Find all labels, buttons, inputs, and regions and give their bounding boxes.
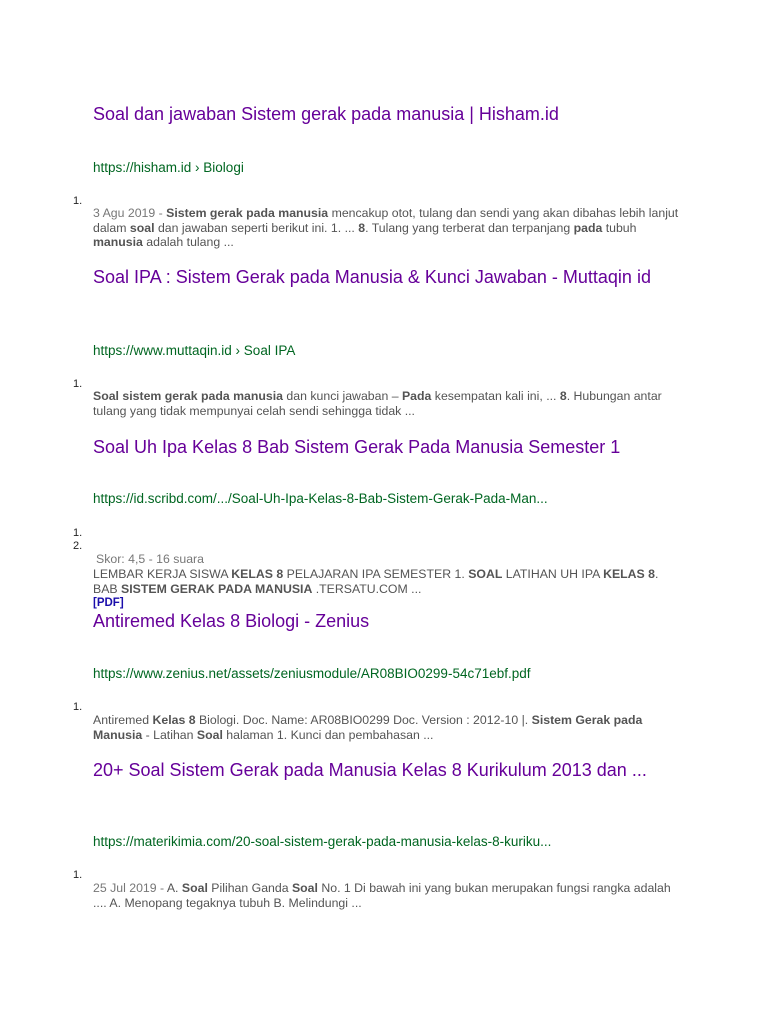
snippet-keyword: 8 [358, 220, 366, 235]
result-1-snippet-text [93, 206, 678, 249]
snippet-text-part: kesempatan kali ini, ... [431, 389, 560, 403]
result-3-title-link[interactable]: Soal Uh Ipa Kelas 8 Bab Sistem Gerak Pada Manusia Semester 1 [93, 437, 621, 457]
snippet-text-part: halaman 1. Kunci dan pembahasan ... [222, 727, 434, 742]
snippet-keyword: Soal [196, 727, 223, 742]
result-3-url[interactable]: https://id.scribd.com/.../Soal-Uh-Ipa-Kelas-8-Bab-Sistem-Gerak-Pada-Man... [93, 491, 548, 506]
result-1-url[interactable]: https://hisham.id › Biologi [93, 160, 244, 175]
snippet-keyword: KELAS 8 [603, 567, 655, 581]
snippet-text-part: Biologi. Doc. Name: AR08BIO0299 Doc. Version : 2012-10 |. [195, 713, 532, 727]
result-4-snippet-text [93, 713, 642, 742]
result-5-snippet-text [93, 881, 671, 910]
result-2-snippet-text [93, 389, 662, 418]
snippet-keyword: soal [129, 220, 155, 235]
result-3-snippet-text [93, 567, 658, 596]
pdf-tag: [PDF] [93, 597, 124, 609]
snippet-text-part: .TERSATU.COM ... [312, 581, 422, 596]
snippet-text-part: dan kunci jawaban – [283, 389, 402, 403]
result-2-url[interactable]: https://www.muttaqin.id › Soal IPA [93, 343, 296, 358]
result-2-list-number: 1. [73, 378, 83, 390]
result-4-snippet [93, 713, 683, 742]
snippet-text-part: dan jawaban seperti berikut ini. 1. ... [154, 220, 359, 235]
snippet-text-part: tubuh [602, 220, 637, 235]
result-5-list-number: 1. [73, 869, 83, 881]
snippet-text-part: . Tulang yang terberat dan terpanjang [365, 220, 574, 235]
snippet-text-part: Antiremed [93, 713, 153, 727]
result-3-list-number-2: 2. [73, 540, 83, 552]
snippet-text-part: . BAB [93, 567, 659, 596]
result-1-date: 3 Agu 2019 - [93, 206, 167, 220]
snippet-keyword: Soal [181, 881, 208, 895]
result-1-snippet [93, 206, 683, 250]
snippet-keyword: SISTEM GERAK PADA MANUSIA [121, 581, 313, 596]
snippet-keyword: manusia [93, 235, 143, 250]
snippet-keyword: SOAL [468, 567, 503, 581]
snippet-text-part: No. 1 Di bawah ini yang bukan merupakan fungsi rangka adalah .... A. Menopang tegaknya tubuh B. Melindungi ... [93, 881, 671, 910]
result-3-snippet [93, 567, 683, 596]
snippet-text-part: adalah tulang ... [142, 235, 234, 250]
result-3-rating: Skor: 4,5 - 16 suara [96, 552, 204, 566]
snippet-text-part: - Latihan [142, 727, 197, 742]
snippet-keyword: Pada [401, 389, 432, 403]
result-4-url[interactable]: https://www.zenius.net/assets/zeniusmodule/AR08BIO0299-54c71ebf.pdf [93, 666, 531, 681]
snippet-keyword: Soal sistem gerak pada manusia [93, 389, 284, 403]
snippet-keyword: Sistem gerak pada manusia [166, 206, 329, 220]
snippet-keyword: Kelas 8 [152, 713, 196, 727]
snippet-keyword: pada [573, 220, 603, 235]
snippet-keyword: Sistem Gerak pada Manusia [93, 713, 643, 742]
result-3-list-number-1: 1. [73, 527, 83, 539]
result-1-title-link[interactable]: Soal dan jawaban Sistem gerak pada manusia | Hisham.id [93, 104, 559, 124]
result-5-url[interactable]: https://materikimia.com/20-soal-sistem-gerak-pada-manusia-kelas-8-kuriku... [93, 834, 552, 849]
snippet-keyword: 8 [559, 389, 567, 403]
snippet-text-part: . Hubungan antar tulang yang tidak mempunyai celah sendi sehingga tidak ... [93, 389, 662, 418]
snippet-text-part: LATIHAN UH IPA [502, 567, 604, 581]
result-4-list-number: 1. [73, 701, 83, 713]
result-2-title-link[interactable]: Soal IPA : Sistem Gerak pada Manusia & Kunci Jawaban - Muttaqin id [93, 267, 651, 287]
snippet-text-part: PELAJARAN IPA SEMESTER 1. [283, 567, 469, 581]
snippet-text-part: Pilihan Ganda [207, 881, 292, 895]
snippet-keyword: Soal [291, 881, 318, 895]
result-5-title-link[interactable]: 20+ Soal Sistem Gerak pada Manusia Kelas 8 Kurikulum 2013 dan ... [93, 760, 647, 780]
snippet-text-part: LEMBAR KERJA SISWA [93, 567, 232, 581]
result-4-title-link[interactable]: Antiremed Kelas 8 Biologi - Zenius [93, 611, 370, 631]
result-1-list-number: 1. [73, 195, 83, 207]
snippet-keyword: KELAS 8 [231, 567, 284, 581]
result-2-snippet [93, 389, 683, 418]
snippet-text-part: A. [166, 881, 182, 895]
snippet-text-part: mencakup otot, tulang dan sendi yang akan dibahas lebih lanjut dalam [93, 206, 679, 235]
result-5-snippet [93, 881, 683, 910]
result-5-date: 25 Jul 2019 - [93, 881, 167, 895]
